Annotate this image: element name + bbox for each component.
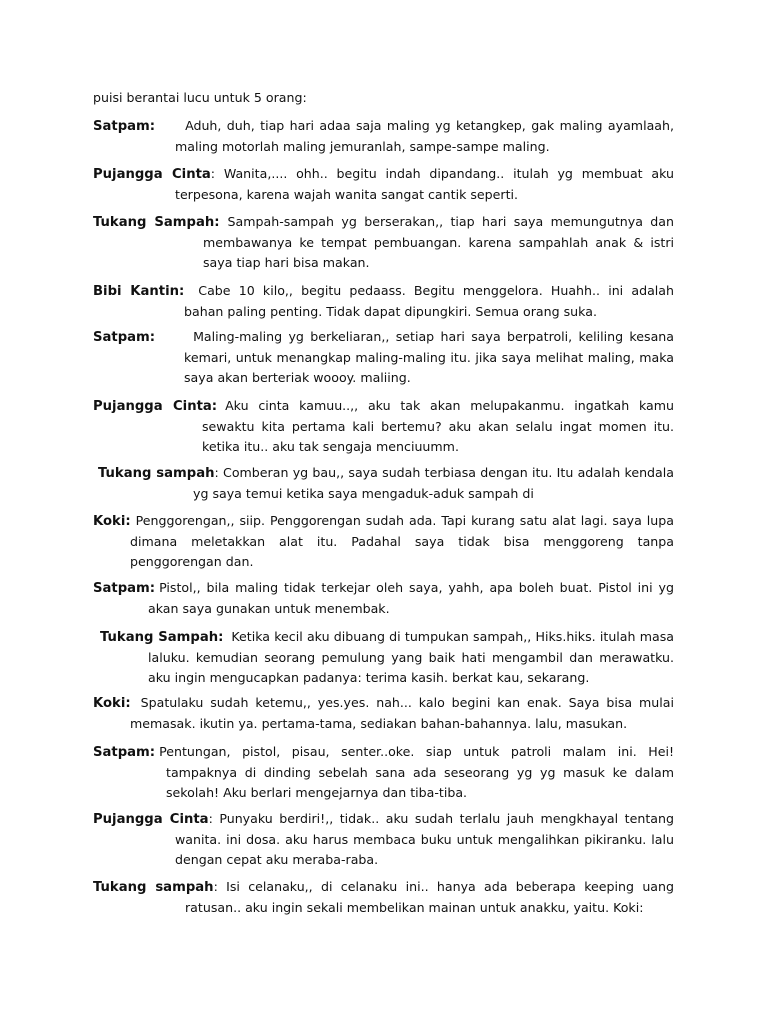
entry-koki-2 — [93, 693, 674, 734]
entry-pujangga-cinta-1 — [93, 164, 674, 205]
entry-text: Spatulaku sudah ketemu,, yes.yes. nah... kalo begini kan enak. Saya bisa mulai memasak. ikutin ya. pertama-tama, sediakan bahan-bahannya. lalu, masukan. — [130, 695, 674, 731]
entry-text: Cabe 10 kilo,, begitu pedaass. Begitu menggelora. Huahh.. ini adalah bahan paling penting. Tidak dapat dipungkiri. Semua orang suka. — [184, 283, 674, 319]
entry-satpam-3 — [93, 578, 674, 619]
speaker-label: Koki: — [93, 514, 131, 529]
speaker-label: Tukang Sampah: — [93, 215, 220, 230]
speaker-label: Satpam: — [93, 119, 156, 134]
speaker-label: Bibi Kantin: — [93, 284, 185, 299]
entry-tukang-sampah-2 — [98, 463, 674, 504]
speaker-label: Koki: — [93, 696, 131, 711]
entry-satpam-4 — [93, 742, 674, 802]
speaker-label: Satpam: — [93, 330, 156, 345]
entry-satpam-2 — [93, 327, 674, 387]
entry-text: Sampah-sampah yg berserakan,, tiap hari saya memungutnya dan membawanya ke tempat pembuangan. karena sampahlah anak & istri saya tiap hari bisa makan. — [203, 214, 674, 270]
entry-text: Aku cinta kamuu..,, aku tak akan melupakanmu. ingatkah kamu sewaktu kita pertama kali bertemu? aku akan selalu ingat momen itu. ketika itu.. aku tak sengaja menciuumm. — [202, 398, 674, 454]
entry-satpam-1 — [93, 116, 674, 157]
speaker-label: Satpam: — [93, 745, 156, 760]
entry-text: Pentungan, pistol, pisau, senter..oke. siap untuk patroli malam ini. Hei! tampaknya di dinding sebelah sana ada seseorang yg yg masuk ke dalam sekolah! Aku berlari mengejarnya dan tiba-tiba. — [159, 744, 674, 800]
entry-text: Penggorengan,, siip. Penggorengan sudah ada. Tapi kurang satu alat lagi. saya lupa dimana meletakkan alat itu. Padahal saya tidak bisa menggoreng tanpa penggorengan dan. — [130, 513, 674, 569]
entry-koki-1 — [93, 511, 674, 571]
entry-text: Maling-maling yg berkeliaran,, setiap hari saya berpatroli, keliling kesana kemari, untuk menangkap maling-maling itu. jika saya melihat maling, maka saya akan berteriak woooy. maliing. — [184, 329, 674, 385]
entry-bibi-kantin — [93, 281, 674, 322]
entry-tukang-sampah-3 — [100, 627, 674, 687]
speaker-label: Pujangga Cinta — [93, 812, 209, 827]
entry-text: : Comberan yg bau,, saya sudah terbiasa dengan itu. Itu adalah kendala yg saya temui ketika saya mengaduk-aduk sampah di — [193, 465, 674, 501]
entry-pujangga-cinta-3 — [93, 809, 674, 869]
speaker-label: Pujangga Cinta: — [93, 399, 218, 414]
entry-text: : Isi celanaku,, di celanaku ini.. hanya ada beberapa keeping uang ratusan.. aku ingin sekali membelikan mainan untuk anakku, yaitu. Koki: — [185, 879, 674, 915]
speaker-label: Tukang sampah — [98, 466, 215, 481]
speaker-label: Tukang Sampah: — [100, 630, 224, 645]
entry-text: Aduh, duh, tiap hari adaa saja maling yg ketangkep, gak maling ayamlaah, maling motorlah maling jemuranlah, sampe-sampe maling. — [175, 118, 674, 154]
entry-text: Ketika kecil aku dibuang di tumpukan sampah,, Hiks.hiks. itulah masa laluku. kemudian seorang pemulung yang baik hati mengambil dan merawatku. aku ingin mengucapkan padanya: terima kasih. berkat kau, sekarang. — [148, 629, 674, 685]
entry-text: : Punyaku berdiri!,, tidak.. aku sudah terlalu jauh mengkhayal tentang wanita. ini dosa. aku harus membaca buku untuk mengalihkan pikiranku. lalu dengan cepat aku meraba-raba. — [175, 811, 674, 867]
entry-tukang-sampah-4 — [93, 877, 674, 918]
entry-pujangga-cinta-2 — [93, 396, 674, 456]
speaker-label: Tukang sampah — [93, 880, 214, 895]
entry-text: Pistol,, bila maling tidak terkejar oleh saya, yahh, apa boleh buat. Pistol ini yg akan saya gunakan untuk menembak. — [148, 580, 674, 616]
speaker-label: Pujangga Cinta — [93, 167, 211, 182]
intro-line: puisi berantai lucu untuk 5 orang: — [93, 90, 307, 105]
speaker-label: Satpam: — [93, 581, 156, 596]
entry-tukang-sampah-1 — [93, 212, 674, 272]
entry-text: : Wanita,.... ohh.. begitu indah dipandang.. itulah yg membuat aku terpesona, karena wajah wanita sangat cantik seperti. — [175, 166, 674, 202]
